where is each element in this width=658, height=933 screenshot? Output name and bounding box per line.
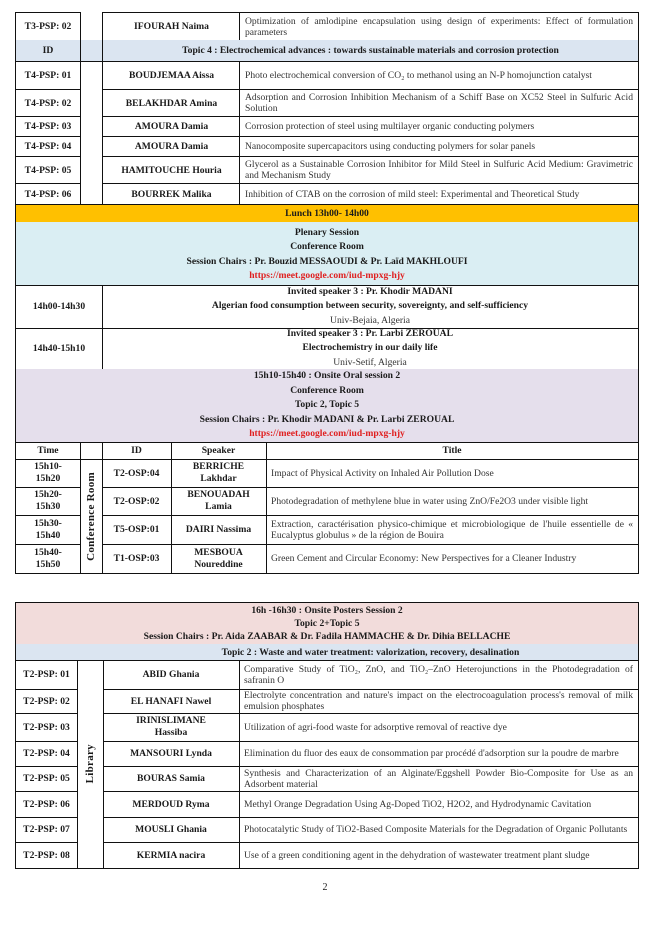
- speaker-line-1: DAIRI Nassima: [185, 523, 252, 535]
- speaker-line-1: BENOUADAH: [187, 489, 250, 500]
- plenary-chairs: Session Chairs : Pr. Bouzid MESSAOUDI & Pr. Laïd MAKHLOUFI: [186, 255, 468, 267]
- time-end: 15h50: [35, 558, 61, 570]
- lunch-banner: Lunch 13h00- 14h00: [15, 204, 639, 223]
- talk-speaker: Invited speaker 3 : Pr. Larbi ZEROUAL: [286, 327, 454, 339]
- author-line-2: Hassiba: [154, 727, 188, 738]
- poster-author: EL HANAFI Nawel: [103, 689, 240, 714]
- poster-id: T4-PSP: 03: [15, 117, 81, 137]
- poster-author: BOUDJEMAA Aissa: [102, 62, 240, 90]
- plenary-title: Plenary Session: [294, 226, 360, 238]
- poster-title: Elimination du fluor des eaux de consommation par procédé d'adsorption sur la poudre de marbre: [239, 741, 639, 767]
- poster-title: Synthesis and Characterization of an Alginate/Eggshell Powder Bio-Composite for Use as an Adsorbent material: [239, 766, 639, 792]
- oral-id: T1-OSP:03: [102, 544, 172, 574]
- oral-time: [15, 459, 81, 488]
- plenary-room: Conference Room: [290, 241, 364, 252]
- time-start: 15h10-: [34, 461, 62, 472]
- topic-header: Topic 2 : Waste and water treatment: valorization, recovery, desalination: [103, 644, 639, 661]
- speaker-line-1: MESBOUA: [194, 546, 243, 558]
- oral-session-topics: Topic 2, Topic 5: [294, 399, 360, 411]
- id-column-header: ID: [15, 40, 81, 62]
- speaker-line-1: BERRICHE: [192, 461, 245, 472]
- poster-title: Optimization of amlodipine encapsulation using design of experiments: Effect of formulation parameters: [239, 12, 639, 41]
- oral-time: [15, 487, 81, 516]
- speaker-line-2: Lamia: [205, 501, 232, 512]
- oral-speaker: [171, 544, 267, 574]
- library-label: Library: [83, 744, 96, 784]
- poster-author: IFOURAH Naima: [102, 12, 240, 41]
- poster-author: BELAKHDAR Amina: [102, 90, 240, 117]
- oral-session-title: 15h10-15h40 : Onsite Oral session 2: [253, 370, 401, 382]
- poster-author: [103, 713, 240, 742]
- oral-session-header: [15, 369, 639, 443]
- talk-time: 14h00-14h30: [15, 285, 103, 329]
- oral-id: T2-OSP:04: [102, 459, 172, 488]
- talk-details: [102, 328, 639, 370]
- oral-title: Green Cement and Circular Economy: New Perspectives for a Cleaner Industry: [266, 544, 639, 574]
- poster-id: T2-PSP: 06: [15, 791, 78, 818]
- room-label-cell: [80, 459, 103, 574]
- poster-id: T2-PSP: 05: [15, 766, 78, 792]
- oral-id: T5-OSP:01: [102, 515, 172, 545]
- poster-session-title: 16h -16h30 : Onsite Posters Session 2: [251, 605, 403, 616]
- poster-id: T4-PSP: 04: [15, 137, 81, 157]
- talk-time: 14h40-15h10: [15, 328, 103, 370]
- room-label: Conference Room: [84, 471, 97, 561]
- poster-id: T2-PSP: 01: [15, 660, 78, 690]
- oral-title: Photodegradation of methylene blue in water using ZnO/Fe2O3 under visible light: [266, 487, 639, 516]
- poster-author: HAMITOUCHE Houria: [102, 157, 240, 184]
- author-line-1: IRINISLIMANE: [136, 715, 206, 726]
- page-number: 2: [322, 881, 328, 893]
- poster-id: T4-PSP: 02: [15, 90, 81, 117]
- poster-title: Photo electrochemical conversion of CO₂ to methanol using an N-P homojunction catalyst: [239, 62, 639, 90]
- header-gap-fill: [81, 40, 102, 62]
- poster-id: T4-PSP: 01: [15, 62, 81, 90]
- column-header-time: Time: [15, 442, 81, 460]
- column-header-id: ID: [102, 442, 172, 460]
- poster-session-chairs: Session Chairs : Pr. Aida ZAABAR & Dr. Fadila HAMMACHE & Dr. Dihia BELLACHE: [143, 631, 511, 642]
- time-end: 15h20: [35, 473, 61, 484]
- poster-author: MANSOURI Lynda: [103, 741, 240, 767]
- oral-time: [15, 544, 81, 574]
- poster-session-topics: Topic 2+Topic 5: [294, 618, 360, 629]
- poster-author: BOURAS Samia: [103, 766, 240, 792]
- poster-id: T2-PSP: 04: [15, 741, 78, 767]
- talk-title: Algerian food consumption between security, sovereignty, and self-sufficiency: [211, 300, 529, 312]
- poster-id: T2-PSP: 07: [15, 817, 78, 843]
- talk-affiliation: Univ-Setif, Algeria: [333, 356, 407, 368]
- topic-header-blank: [15, 644, 104, 661]
- poster-author: MOUSLI Ghania: [103, 817, 240, 843]
- talk-speaker: Invited speaker 3 : Pr. Khodir MADANI: [287, 285, 453, 297]
- poster-author: MERDOUD Ryma: [103, 791, 240, 818]
- column-header-speaker: Speaker: [171, 442, 267, 460]
- speaker-line-2: Noureddine: [194, 558, 243, 570]
- poster-author: AMOURA Damia: [102, 137, 240, 157]
- poster-title: Adsorption and Corrosion Inhibition Mechanism of a Schiff Base on XC52 Steel in Sulfuric Acid Solution: [239, 90, 639, 117]
- talk-affiliation: Univ-Bejaia, Algeria: [330, 314, 410, 326]
- poster-title: Use of a green conditioning agent in the dehydration of wastewater treatment plant sludge: [239, 842, 639, 869]
- poster-id: T2-PSP: 08: [15, 842, 78, 869]
- time-start: 15h40-: [34, 546, 62, 558]
- talk-title: Electrochemistry in our daily life: [302, 342, 438, 354]
- oral-session-chairs: Session Chairs : Pr. Khodir MADANI & Pr. Larbi ZEROUAL: [199, 413, 455, 425]
- oral-time: [15, 515, 81, 545]
- poster-id: T2-PSP: 03: [15, 713, 78, 742]
- poster-title: Glycerol as a Sustainable Corrosion Inhibitor for Mild Steel in Sulfuric Acid Medium: Gravimetric and Mechanism Study: [239, 157, 639, 184]
- poster-title: Utilization of agri-food waste for adsorptive removal of reactive dye: [239, 713, 639, 742]
- time-start: 15h30-: [34, 517, 62, 529]
- header-room-gap: [80, 442, 103, 460]
- poster-title: Nanocomposite supercapacitors using conducting polymers for solar panels: [239, 137, 639, 157]
- poster-title: Inhibition of CTAB on the corrosion of mild steel: Experimental and Theoretical Study: [239, 184, 639, 205]
- poster-session-header: [15, 602, 639, 645]
- talk-details: [102, 285, 639, 329]
- speaker-line-2: Lakhdar: [200, 473, 237, 484]
- oral-session-meet-link[interactable]: https://meet.google.com/iud-mpxg-hjy: [249, 428, 405, 440]
- poster-title: Methyl Orange Degradation Using Ag-Doped TiO2, H2O2, and Hydrodynamic Cavitation: [239, 791, 639, 818]
- oral-speaker: [171, 459, 267, 488]
- poster-id: T3-PSP: 02: [15, 12, 81, 41]
- time-end: 15h30: [35, 501, 61, 512]
- oral-session-room: Conference Room: [290, 384, 364, 396]
- library-label-cell: [77, 660, 104, 869]
- poster-title: Comparative Study of TiO₂, ZnO, and TiO₂–ZnO Heterojunctions in the Photodegradation of safranin O: [239, 660, 639, 690]
- topic-header: Topic 4 : Electrochemical advances : towards sustainable materials and corrosion protection: [102, 40, 639, 62]
- plenary-session-header: [15, 222, 639, 286]
- time-end: 15h40: [35, 529, 61, 541]
- poster-id: T4-PSP: 06: [15, 184, 81, 205]
- poster-author: AMOURA Damia: [102, 117, 240, 137]
- plenary-meet-link[interactable]: https://meet.google.com/iud-mpxg-hjy: [249, 270, 405, 281]
- poster-id: T4-PSP: 05: [15, 157, 81, 184]
- poster-title: Corrosion protection of steel using multilayer organic conducting polymers: [239, 117, 639, 137]
- poster-author: ABID Ghania: [103, 660, 240, 690]
- oral-title: Impact of Physical Activity on Inhaled Air Pollution Dose: [266, 459, 639, 488]
- time-start: 15h20-: [34, 489, 62, 500]
- oral-speaker: [171, 487, 267, 516]
- poster-id: T2-PSP: 02: [15, 689, 78, 714]
- oral-id: T2-OSP:02: [102, 487, 172, 516]
- column-header-title: Title: [266, 442, 639, 460]
- poster-title: Electrolyte concentration and nature's impact on the electrocoagulation process's removal of milk emulsion phosphates: [239, 689, 639, 714]
- poster-title: Photocatalytic Study of TiO2-Based Composite Materials for the Degradation of Organic Pollutants: [239, 817, 639, 843]
- poster-author: KERMIA nacira: [103, 842, 240, 869]
- oral-speaker: [171, 515, 267, 545]
- poster-author: BOURREK Malika: [102, 184, 240, 205]
- oral-title: Extraction, caractérisation physico-chimique et microbiologique de l'huile essentielle de « Eucalyptus globulus » de la région de Bouira: [266, 515, 639, 545]
